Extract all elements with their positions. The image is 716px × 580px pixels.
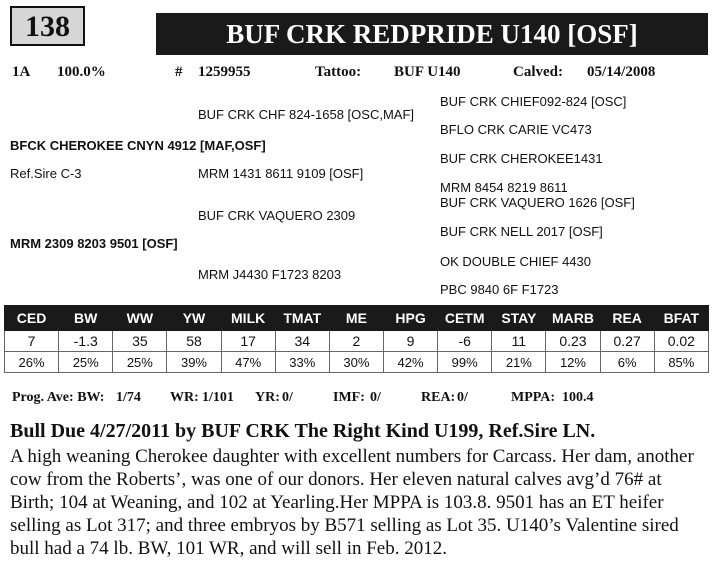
pedigree-sire-sire: BUF CRK CHF 824-1658 [OSC,MAF]	[198, 107, 414, 122]
epd-percentile-cell: 25%	[59, 352, 113, 373]
percent-blood: 100.0%	[57, 64, 106, 80]
lot-number: 138	[10, 6, 85, 46]
lot-description: A high weaning Cherokee daughter with excellent numbers for Carcass. Her dam, another cow from the Roberts’, was one of our donors. Her eleven natural calves avg’d 76# at Birth; 104 at Weaning, and 102 at Yearling.Her MPPA is 103.8. 9501 has an ET heifer selling as Lot 317; and three embryos by B571 selling as Lot 35. U140’s Valentine sired bull had a 74 lb. BW, 101 WR, and will sell in Feb. 2012.	[10, 446, 694, 559]
epd-header-rea: REA	[600, 306, 654, 331]
epd-value-cell: -6	[438, 331, 492, 352]
pedigree-dam-sire: BUF CRK VAQUERO 2309	[198, 208, 356, 223]
bull-due-line: Bull Due 4/27/2011 by BUF CRK The Right Kind U199, Ref.Sire LN.	[10, 420, 596, 442]
epd-header-ww: WW	[113, 306, 167, 331]
pedigree-sire: BFCK CHEROKEE CNYN 4912 [MAF,OSF]	[10, 138, 266, 153]
epd-percentile-cell: 47%	[221, 352, 275, 373]
pedigree-sd-dam: MRM 8454 8219 8611	[440, 180, 568, 195]
registry-code: 1A	[12, 64, 31, 80]
progeny-yr-label: YR:	[255, 390, 280, 405]
progeny-yr-value: 0/	[282, 390, 293, 405]
epd-value-cell: 2	[329, 331, 383, 352]
epd-value-cell: 17	[221, 331, 275, 352]
epd-header-stay: STAY	[492, 306, 546, 331]
progeny-mppa-label: MPPA:	[511, 390, 556, 405]
epd-header-bw: BW	[59, 306, 113, 331]
progeny-wr-value: 1/101	[202, 390, 234, 405]
epd-percentile-cell: 42%	[383, 352, 437, 373]
progeny-mppa-value: 100.4	[562, 390, 594, 405]
tattoo-label: Tattoo:	[315, 64, 362, 80]
epd-percentile-row	[5, 352, 709, 373]
epd-percentile-cell: 6%	[600, 352, 654, 373]
epd-header-cetm: CETM	[438, 306, 492, 331]
epd-value-cell: 0.27	[600, 331, 654, 352]
progeny-bw-label: Prog. Ave: BW:	[12, 390, 105, 405]
pedigree-sd-sire: BUF CRK CHEROKEE1431	[440, 151, 603, 166]
epd-percentile-cell: 85%	[654, 352, 708, 373]
progeny-rea-value: 0/	[457, 390, 468, 405]
pedigree-dd-sire: OK DOUBLE CHIEF 4430	[440, 254, 591, 269]
pedigree-ds-sire: BUF CRK VAQUERO 1626 [OSF]	[440, 195, 635, 210]
epd-percentile-cell: 99%	[438, 352, 492, 373]
epd-header-row	[5, 306, 709, 331]
progeny-rea-label: REA:	[421, 390, 456, 405]
progeny-wr-label: WR:	[170, 390, 199, 405]
epd-percentile-cell: 39%	[167, 352, 221, 373]
epd-header-milk: MILK	[221, 306, 275, 331]
pedigree-dam: MRM 2309 8203 9501 [OSF]	[10, 236, 178, 251]
epd-header-me: ME	[329, 306, 383, 331]
pedigree-ds-dam: BUF CRK NELL 2017 [OSF]	[440, 224, 603, 239]
epd-percentile-cell: 25%	[113, 352, 167, 373]
epd-percentile-cell: 33%	[275, 352, 329, 373]
epd-value-cell: 35	[113, 331, 167, 352]
tattoo-value: BUF U140	[394, 64, 461, 80]
progeny-imf-label: IMF:	[333, 390, 365, 405]
reg-label: #	[175, 64, 183, 80]
animal-name-banner: BUF CRK REDPRIDE U140 [OSF]	[156, 13, 708, 55]
epd-header-ced: CED	[5, 306, 59, 331]
epd-value-cell: -1.3	[59, 331, 113, 352]
pedigree-ss-dam: BFLO CRK CARIE VC473	[440, 122, 592, 137]
epd-value-cell: 34	[275, 331, 329, 352]
epd-value-cell: 0.02	[654, 331, 708, 352]
epd-percentile-cell: 12%	[546, 352, 600, 373]
epd-header-marb: MARB	[546, 306, 600, 331]
progeny-bw-value: 1/74	[116, 390, 141, 405]
epd-header-tmat: TMAT	[275, 306, 329, 331]
epd-header-hpg: HPG	[383, 306, 437, 331]
pedigree-ss-sire: BUF CRK CHIEF092-824 [OSC]	[440, 94, 627, 109]
pedigree-dam-dam: MRM J4430 F1723 8203	[198, 267, 342, 282]
epd-percentile-cell: 30%	[329, 352, 383, 373]
pedigree-dd-dam: PBC 9840 6F F1723	[440, 282, 559, 297]
epd-header-bfat: BFAT	[654, 306, 708, 331]
epd-value-cell: 0.23	[546, 331, 600, 352]
calved-date: 05/14/2008	[587, 64, 656, 80]
registration-number: 1259955	[198, 64, 251, 80]
epd-percentile-cell: 21%	[492, 352, 546, 373]
epd-value-row	[5, 331, 709, 352]
epd-percentile-cell: 26%	[5, 352, 59, 373]
progeny-imf-value: 0/	[370, 390, 381, 405]
pedigree-sire-dam: MRM 1431 8611 9109 [OSF]	[198, 166, 364, 181]
epd-value-cell: 9	[383, 331, 437, 352]
epd-value-cell: 11	[492, 331, 546, 352]
epd-value-cell: 7	[5, 331, 59, 352]
epd-table	[4, 305, 709, 373]
pedigree-ref-sire: Ref.Sire C-3	[10, 166, 82, 181]
epd-value-cell: 58	[167, 331, 221, 352]
calved-label: Calved:	[513, 64, 563, 80]
epd-header-yw: YW	[167, 306, 221, 331]
